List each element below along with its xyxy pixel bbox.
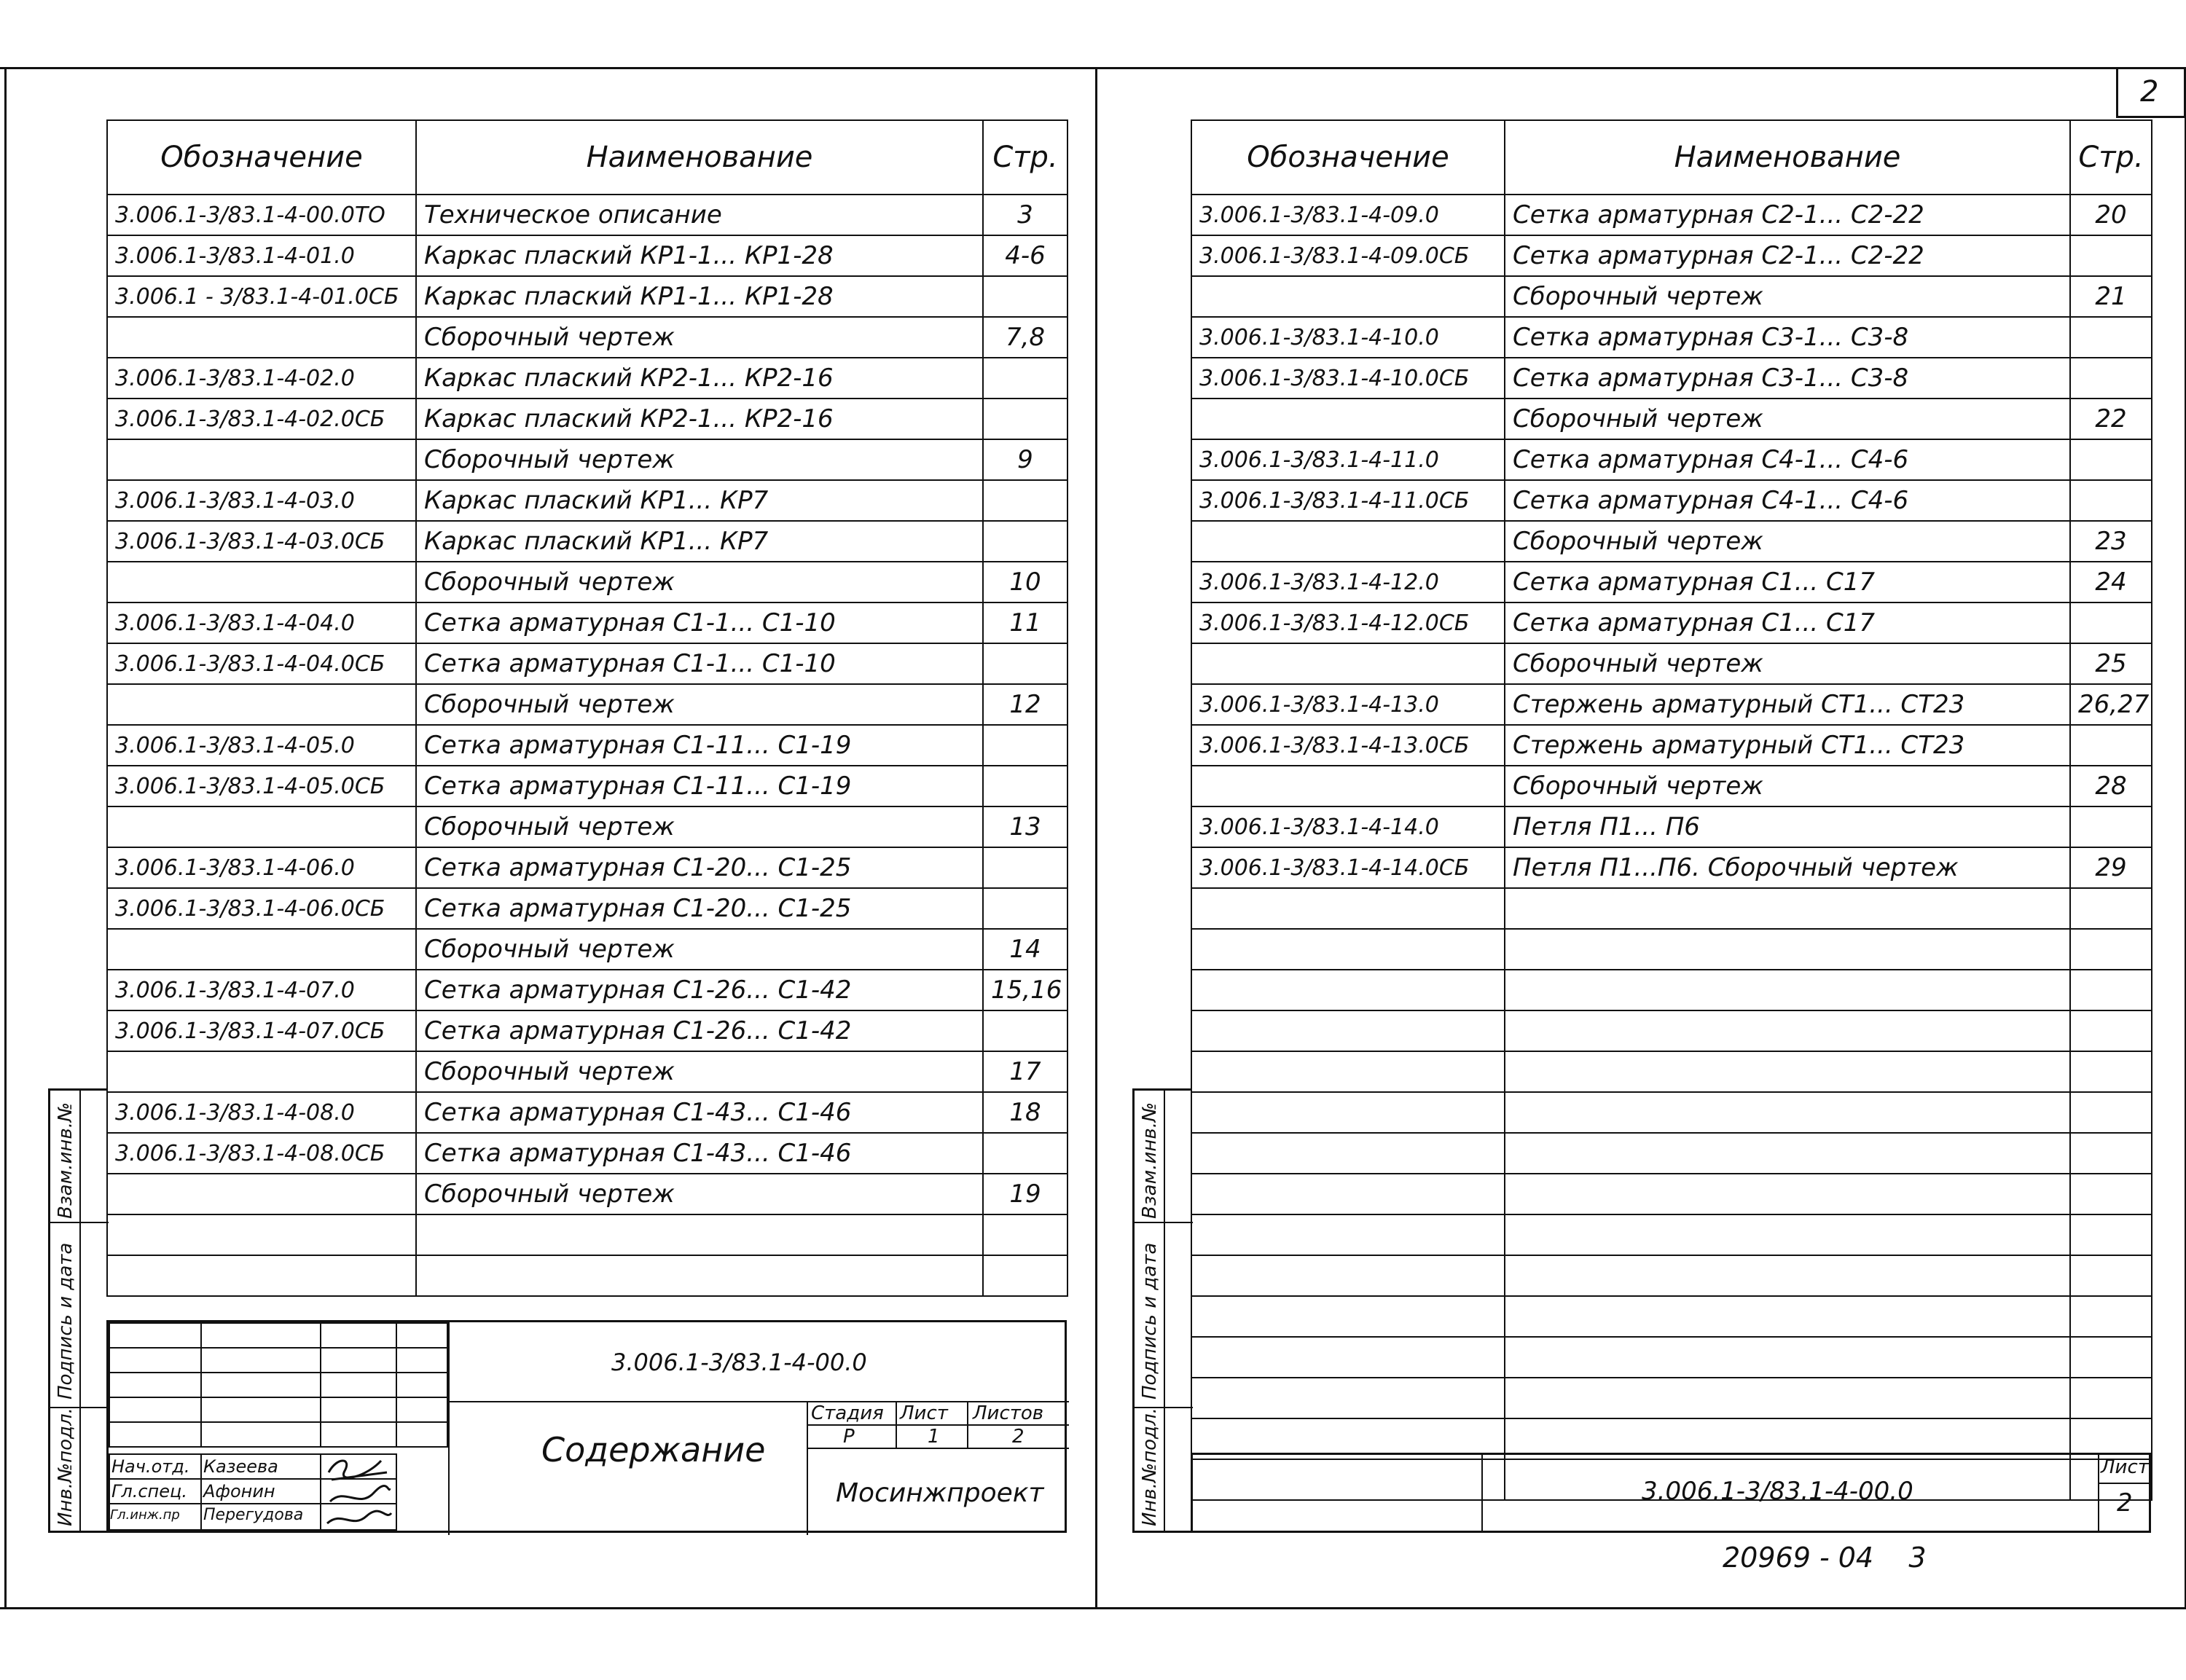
right-inv-podl-label: Инв.№подл. — [1139, 1408, 1161, 1526]
name-cell: Сетка арматурная С1-26... С1-42 — [416, 1010, 983, 1051]
page-cell — [2070, 1051, 2152, 1092]
designation-cell: 3.006.1-3/83.1-4-04.0СБ — [107, 643, 416, 684]
title-block — [106, 1320, 1067, 1533]
table-row — [1191, 602, 2152, 643]
right-sheet-value: 2 — [2117, 1488, 2133, 1518]
table-row — [107, 766, 1067, 806]
designation-cell: 3.006.1-3/83.1-4-11.0 — [1191, 439, 1505, 480]
name-cell: Сетка арматурная С1-26... С1-42 — [416, 970, 983, 1010]
designation-cell — [1191, 888, 1505, 929]
table-row — [1191, 480, 2152, 521]
page-cell — [983, 847, 1067, 888]
designation-cell: 3.006.1-3/83.1-4-08.0 — [107, 1092, 416, 1133]
designation-cell: 3.006.1 - 3/83.1-4-01.0СБ — [107, 276, 416, 317]
table-row — [1191, 888, 2152, 929]
name-cell — [1505, 1174, 2070, 1214]
designation-cell — [107, 1174, 416, 1214]
page-cell — [983, 1255, 1067, 1296]
page-cell — [2070, 1255, 2152, 1296]
table-row — [107, 276, 1067, 317]
table-row — [107, 602, 1067, 643]
table-row — [1191, 1296, 2152, 1337]
page-cell — [2070, 1010, 2152, 1051]
table-row — [1191, 806, 2152, 847]
name-cell — [1505, 1378, 2070, 1418]
table-row — [107, 643, 1067, 684]
table-row — [107, 317, 1067, 358]
designation-cell — [1191, 1214, 1505, 1255]
footer-note: 20969 - 04 3 — [1723, 1542, 1927, 1574]
table-row — [1191, 725, 2152, 766]
page-cell — [2070, 1296, 2152, 1337]
designation-cell: 3.006.1-3/83.1-4-12.0 — [1191, 562, 1505, 602]
col-name-header: Наименование — [416, 120, 983, 195]
table-row — [107, 195, 1067, 235]
table-row — [107, 970, 1067, 1010]
page-cell: 3 — [983, 195, 1067, 235]
page-cell: 21 — [2070, 276, 2152, 317]
col-designation-header: Обозначение — [107, 120, 416, 195]
name-cell: Сборочный чертеж — [416, 1051, 983, 1092]
table-row — [1191, 1214, 2152, 1255]
designation-cell: 3.006.1-3/83.1-4-01.0 — [107, 235, 416, 276]
name-cell: Каркас плаский КР1-1... КР1-28 — [416, 235, 983, 276]
name-cell: Сборочный чертеж — [1505, 766, 2070, 806]
page-cell: 20 — [2070, 195, 2152, 235]
name-cell: Петля П1...П6. Сборочный чертеж — [1505, 847, 2070, 888]
designation-cell — [107, 317, 416, 358]
designation-cell — [107, 1214, 416, 1255]
table-row — [1191, 684, 2152, 725]
table-row — [107, 1010, 1067, 1051]
table-row — [107, 1051, 1067, 1092]
page-cell — [2070, 1337, 2152, 1378]
name-cell: Сетка арматурная С1-43... С1-46 — [416, 1133, 983, 1174]
designation-cell — [1191, 929, 1505, 970]
page-cell — [983, 888, 1067, 929]
page-cell: 14 — [983, 929, 1067, 970]
table-row — [107, 725, 1067, 766]
designation-cell: 3.006.1-3/83.1-4-12.0СБ — [1191, 602, 1505, 643]
designation-cell: 3.006.1-3/83.1-4-05.0СБ — [107, 766, 416, 806]
page-cell — [983, 358, 1067, 399]
designation-cell: 3.006.1-3/83.1-4-00.0ТО — [107, 195, 416, 235]
top-rule — [0, 67, 2186, 69]
page-cell — [983, 480, 1067, 521]
designation-cell — [1191, 1296, 1505, 1337]
table-row — [1191, 439, 2152, 480]
page-cell: 13 — [983, 806, 1067, 847]
table-row — [1191, 929, 2152, 970]
designation-cell — [107, 929, 416, 970]
name-cell — [1505, 1214, 2070, 1255]
name-cell — [416, 1255, 983, 1296]
page-cell — [2070, 602, 2152, 643]
designation-cell — [107, 439, 416, 480]
name-cell: Сборочный чертеж — [1505, 521, 2070, 562]
designation-cell — [1191, 1337, 1505, 1378]
designation-cell: 3.006.1-3/83.1-4-03.0 — [107, 480, 416, 521]
right-title-block — [1191, 1453, 2151, 1533]
designation-cell: 3.006.1-3/83.1-4-07.0СБ — [107, 1010, 416, 1051]
table-row — [1191, 1174, 2152, 1214]
table-row — [1191, 521, 2152, 562]
name-cell: Каркас плаский КР2-1... КР2-16 — [416, 358, 983, 399]
page-cell — [2070, 1092, 2152, 1133]
name-cell: Техническое описание — [416, 195, 983, 235]
table-row — [107, 1214, 1067, 1255]
page-cell — [983, 1010, 1067, 1051]
name-cell: Сетка арматурная С1-1... С1-10 — [416, 643, 983, 684]
table-row — [107, 684, 1067, 725]
page-cell — [983, 1214, 1067, 1255]
name-cell: Сборочный чертеж — [1505, 399, 2070, 439]
table-row — [1191, 1051, 2152, 1092]
page-cell — [2070, 725, 2152, 766]
page-cell: 22 — [2070, 399, 2152, 439]
page-cell — [983, 399, 1067, 439]
designation-cell: 3.006.1-3/83.1-4-14.0СБ — [1191, 847, 1505, 888]
designation-cell — [1191, 1010, 1505, 1051]
name-cell — [416, 1214, 983, 1255]
designation-cell: 3.006.1-3/83.1-4-03.0СБ — [107, 521, 416, 562]
name-cell: Сборочный чертеж — [416, 317, 983, 358]
name-cell: Петля П1... П6 — [1505, 806, 2070, 847]
name-cell: Сетка арматурная С1-11... С1-19 — [416, 725, 983, 766]
document-title: Содержание — [541, 1430, 766, 1469]
page-cell: 25 — [2070, 643, 2152, 684]
designation-cell — [1191, 970, 1505, 1010]
name-cell: Каркас плаский КР1... КР7 — [416, 480, 983, 521]
table-row — [107, 235, 1067, 276]
designation-cell — [107, 684, 416, 725]
page-cell — [2070, 1214, 2152, 1255]
name-cell — [1505, 888, 2070, 929]
designation-cell: 3.006.1-3/83.1-4-06.0СБ — [107, 888, 416, 929]
table-row — [107, 358, 1067, 399]
page-cell — [983, 276, 1067, 317]
name-cell: Сетка арматурная С4-1... С4-6 — [1505, 439, 2070, 480]
designation-cell — [1191, 1051, 1505, 1092]
table-row — [1191, 1255, 2152, 1296]
name-cell: Сетка арматурная С1-20... С1-25 — [416, 888, 983, 929]
designation-cell: 3.006.1-3/83.1-4-11.0СБ — [1191, 480, 1505, 521]
left-contents-table — [106, 119, 1068, 1297]
name-cell: Сборочный чертеж — [416, 929, 983, 970]
table-row — [107, 929, 1067, 970]
designation-cell — [1191, 1092, 1505, 1133]
name-cell: Стержень арматурный СТ1... СТ23 — [1505, 684, 2070, 725]
designation-cell — [107, 1051, 416, 1092]
page-cell — [983, 725, 1067, 766]
table-row — [107, 562, 1067, 602]
page-cell — [983, 1133, 1067, 1174]
sheet-label: Лист — [900, 1402, 948, 1424]
vzam-label: Взам.инв.№ — [55, 1102, 77, 1219]
role-3-name: Перегудова — [203, 1506, 304, 1524]
name-cell: Сетка арматурная С3-1... С3-8 — [1505, 317, 2070, 358]
name-cell: Сетка арматурная С2-1... С2-22 — [1505, 235, 2070, 276]
page-cell: 11 — [983, 602, 1067, 643]
right-document-code: 3.006.1-3/83.1-4-00.0 — [1642, 1477, 1913, 1506]
designation-cell — [1191, 1133, 1505, 1174]
table-row — [107, 847, 1067, 888]
stage-label: Стадия — [811, 1402, 884, 1424]
table-row — [1191, 358, 2152, 399]
designation-cell: 3.006.1-3/83.1-4-04.0 — [107, 602, 416, 643]
table-row — [1191, 562, 2152, 602]
name-cell — [1505, 929, 2070, 970]
sheet-number-box — [2116, 67, 2186, 118]
name-cell — [1505, 1255, 2070, 1296]
page-cell — [2070, 235, 2152, 276]
designation-cell: 3.006.1-3/83.1-4-07.0 — [107, 970, 416, 1010]
name-cell: Сетка арматурная С4-1... С4-6 — [1505, 480, 2070, 521]
page-cell — [983, 766, 1067, 806]
page-cell: 18 — [983, 1092, 1067, 1133]
page-cell: 28 — [2070, 766, 2152, 806]
table-row — [1191, 317, 2152, 358]
table-row — [1191, 643, 2152, 684]
name-cell: Каркас плаский КР1... КР7 — [416, 521, 983, 562]
podpis-label: Подпись и дата — [55, 1242, 77, 1400]
organization: Мосинжпроект — [836, 1478, 1044, 1508]
designation-cell — [1191, 1378, 1505, 1418]
sheets-value: 2 — [1012, 1426, 1025, 1448]
name-cell: Сетка арматурная С2-1... С2-22 — [1505, 195, 2070, 235]
designation-cell: 3.006.1-3/83.1-4-09.0 — [1191, 195, 1505, 235]
table-row — [1191, 970, 2152, 1010]
page-cell — [2070, 439, 2152, 480]
name-cell — [1505, 1092, 2070, 1133]
page-cell: 24 — [2070, 562, 2152, 602]
name-cell: Каркас плаский КР2-1... КР2-16 — [416, 399, 983, 439]
designation-cell: 3.006.1-3/83.1-4-13.0СБ — [1191, 725, 1505, 766]
designation-cell — [1191, 1255, 1505, 1296]
page-cell: 26,27 — [2070, 684, 2152, 725]
table-row — [107, 806, 1067, 847]
inv-podl-label: Инв.№подл. — [55, 1408, 77, 1526]
table-row — [107, 399, 1067, 439]
bottom-rule — [0, 1607, 2186, 1609]
designation-cell — [1191, 399, 1505, 439]
table-row — [1191, 1010, 2152, 1051]
page-cell: 19 — [983, 1174, 1067, 1214]
table-row — [107, 521, 1067, 562]
right-sheet-label: Лист — [2101, 1456, 2149, 1478]
name-cell — [1505, 970, 2070, 1010]
name-cell: Сетка арматурная С1-43... С1-46 — [416, 1092, 983, 1133]
right-binding-strip — [1132, 1088, 1192, 1533]
designation-cell — [107, 1255, 416, 1296]
page-cell — [2070, 1378, 2152, 1418]
role-2-name: Афонин — [203, 1481, 275, 1502]
designation-cell — [107, 806, 416, 847]
name-cell: Сборочный чертеж — [1505, 276, 2070, 317]
left-binding-strip — [48, 1088, 108, 1533]
page-cell — [2070, 358, 2152, 399]
designation-cell: 3.006.1-3/83.1-4-10.0 — [1191, 317, 1505, 358]
table-row — [1191, 399, 2152, 439]
page-cell: 17 — [983, 1051, 1067, 1092]
designation-cell: 3.006.1-3/83.1-4-13.0 — [1191, 684, 1505, 725]
document-code: 3.006.1-3/83.1-4-00.0 — [611, 1349, 867, 1376]
table-row — [1191, 195, 2152, 235]
name-cell: Сборочный чертеж — [416, 1174, 983, 1214]
table-row — [107, 439, 1067, 480]
designation-cell: 3.006.1-3/83.1-4-08.0СБ — [107, 1133, 416, 1174]
designation-cell: 3.006.1-3/83.1-4-14.0 — [1191, 806, 1505, 847]
page-cell — [2070, 1133, 2152, 1174]
designation-cell: 3.006.1-3/83.1-4-09.0СБ — [1191, 235, 1505, 276]
designation-cell: 3.006.1-3/83.1-4-02.0СБ — [107, 399, 416, 439]
table-row — [107, 1133, 1067, 1174]
table-row — [107, 1092, 1067, 1133]
name-cell: Сетка арматурная С1-20... С1-25 — [416, 847, 983, 888]
page-cell — [983, 521, 1067, 562]
designation-cell — [1191, 276, 1505, 317]
col-name-header: Наименование — [1505, 120, 2070, 195]
col-page-header: Стр. — [2070, 120, 2152, 195]
designation-cell — [1191, 766, 1505, 806]
name-cell — [1505, 1051, 2070, 1092]
designation-cell: 3.006.1-3/83.1-4-05.0 — [107, 725, 416, 766]
name-cell: Сетка арматурная С1-1... С1-10 — [416, 602, 983, 643]
signature-scribbles — [323, 1451, 396, 1532]
page-cell: 7,8 — [983, 317, 1067, 358]
name-cell: Сборочный чертеж — [416, 806, 983, 847]
table-row — [107, 1255, 1067, 1296]
designation-cell: 3.006.1-3/83.1-4-02.0 — [107, 358, 416, 399]
name-cell: Сборочный чертеж — [1505, 643, 2070, 684]
page-cell: 4-6 — [983, 235, 1067, 276]
role-3: Гл.инж.пр — [110, 1507, 180, 1523]
name-cell: Сборочный чертеж — [416, 439, 983, 480]
table-row — [1191, 1337, 2152, 1378]
table-row — [1191, 766, 2152, 806]
name-cell: Сетка арматурная С1... С17 — [1505, 562, 2070, 602]
name-cell: Сборочный чертеж — [416, 684, 983, 725]
page-cell — [983, 643, 1067, 684]
designation-cell — [1191, 643, 1505, 684]
designation-cell: 3.006.1-3/83.1-4-06.0 — [107, 847, 416, 888]
sheet-value: 1 — [928, 1426, 940, 1448]
designation-cell — [1191, 521, 1505, 562]
table-row — [1191, 847, 2152, 888]
sheet-number: 2 — [2140, 75, 2159, 109]
sheets-label: Листов — [973, 1402, 1044, 1424]
designation-cell — [107, 562, 416, 602]
table-row — [1191, 1378, 2152, 1418]
right-contents-table — [1191, 119, 2152, 1501]
table-row — [1191, 1133, 2152, 1174]
table-row — [1191, 1092, 2152, 1133]
table-row — [107, 480, 1067, 521]
name-cell: Сетка арматурная С1... С17 — [1505, 602, 2070, 643]
col-page-header: Стр. — [983, 120, 1067, 195]
page-cell: 12 — [983, 684, 1067, 725]
name-cell: Сетка арматурная С1-11... С1-19 — [416, 766, 983, 806]
designation-cell — [1191, 1174, 1505, 1214]
right-vzam-label: Взам.инв.№ — [1139, 1102, 1161, 1219]
col-designation-header: Обозначение — [1191, 120, 1505, 195]
right-podpis-label: Подпись и дата — [1139, 1242, 1161, 1400]
name-cell: Стержень арматурный СТ1... СТ23 — [1505, 725, 2070, 766]
name-cell — [1505, 1133, 2070, 1174]
page-cell — [2070, 929, 2152, 970]
name-cell — [1505, 1337, 2070, 1378]
name-cell — [1505, 1010, 2070, 1051]
role-1-name: Казеева — [203, 1456, 278, 1477]
table-row — [107, 888, 1067, 929]
page-cell: 29 — [2070, 847, 2152, 888]
table-row — [1191, 276, 2152, 317]
name-cell: Сборочный чертеж — [416, 562, 983, 602]
page-cell — [2070, 480, 2152, 521]
page-cell — [2070, 806, 2152, 847]
table-row — [107, 1174, 1067, 1214]
page-cell: 23 — [2070, 521, 2152, 562]
page-cell: 10 — [983, 562, 1067, 602]
page-cell — [2070, 970, 2152, 1010]
page-cell — [2070, 1174, 2152, 1214]
name-cell: Сетка арматурная С3-1... С3-8 — [1505, 358, 2070, 399]
name-cell — [1505, 1296, 2070, 1337]
role-2: Гл.спец. — [111, 1481, 187, 1502]
page-cell: 9 — [983, 439, 1067, 480]
table-row — [1191, 235, 2152, 276]
page-cell — [2070, 317, 2152, 358]
role-1: Нач.отд. — [111, 1456, 190, 1477]
name-cell: Каркас плаский КР1-1... КР1-28 — [416, 276, 983, 317]
stage-value: Р — [843, 1426, 855, 1448]
page-cell — [2070, 888, 2152, 929]
designation-cell: 3.006.1-3/83.1-4-10.0СБ — [1191, 358, 1505, 399]
page-cell: 15,16 — [983, 970, 1067, 1010]
